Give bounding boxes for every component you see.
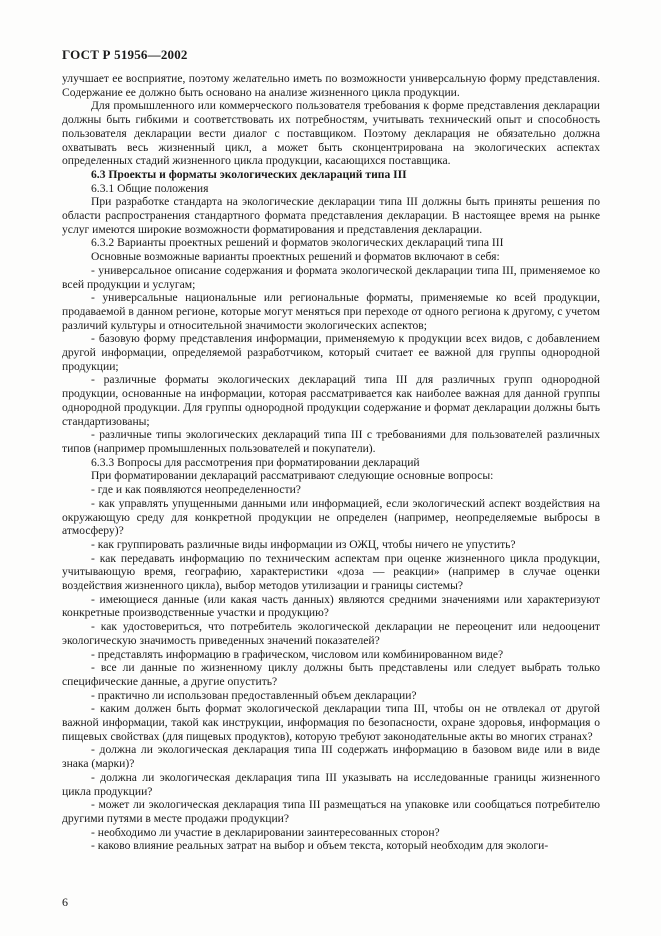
list-item: - базовую форму представления информации, применяемую к продукции всех видов, с добавлением другой информации, определяемой разработчиком, который считает ее важной для группы однородной продукции;: [62, 332, 600, 373]
list-item: - может ли экологическая декларация типа III размещаться на упаковке или сообщаться потребителю другими путями в месте продажи продукции?: [62, 798, 600, 825]
list-item: - различные типы экологических деклараций типа III с требованиями для пользователей различных типов (например промышленных пользователей и покупатели).: [62, 428, 600, 455]
list-item: - должна ли экологическая декларация типа III содержать информацию в базовом виде или в виде знака (марки)?: [62, 743, 600, 771]
subsection-heading: 6.3.3 Вопросы для рассмотрения при форматировании деклараций: [91, 455, 420, 469]
paragraph: улучшает ее восприятие, поэтому желательно иметь по возможности универсальную форму представления. Содержание ее должно быть основано на анализе жизненного цикла продукции.: [62, 72, 600, 99]
paragraph: Для промышленного или коммерческого пользователя требования к форме представления декларации должны быть гибкими и соответствовать их потребностям, учитывать технический опыт и способность пользователя декларации вести диалог с поставщиком. Поэтому декларация не обязательно должна охватывать весь жизненный цикл, а может быть сконцентрирована на экологических аспектах определенных стадий жизненного цикла продукции, касающихся поставщика.: [62, 99, 600, 168]
list-item: - каким должен быть формат экологической декларации типа III, чтобы он не отвлекал от другой важной информации, такой как инструкции, информация по безопасности, охране здоровья, информация о пищевых свойствах (для пищевых продуктов), которую требуют законодательные акты во многих странах?: [62, 702, 600, 743]
document-body: [62, 72, 600, 853]
paragraph: Основные возможные варианты проектных решений и форматов включают в себя:: [91, 250, 500, 264]
paragraph: При разработке стандарта на экологические декларации типа III должны быть приняты решения по области распространения стандартного формата представления декларации. В настоящее время на рынке услуг имеются широкие возможности форматирования и представления декларации.: [62, 195, 600, 236]
list-item: - как передавать информацию по техническим аспектам при оценке жизненного цикла продукции, учитывающую время, географию, характеристики «доза — реакции» (например в случае оценки воздействия жизненного цикла), выбор методов утилизации и границы системы?: [62, 551, 600, 593]
list-item: - как удостовериться, что потребитель экологической декларации не переоценит или недооценит экологическую значимость приведенных значений показателей?: [62, 620, 600, 647]
list-item: - где и как появляются неопределенности?: [91, 483, 301, 497]
list-item: - универсальные национальные или региональные форматы, применяемые ко всей продукции, продаваемой в данном регионе, которые могут меняться при переходе от одного региона к другому, с учетом различий культуры и относительной значимости экологических аспектов;: [62, 291, 600, 332]
page-number: 6: [62, 895, 68, 909]
subsection-heading: 6.3.2 Варианты проектных решений и форматов экологических деклараций типа III: [91, 236, 504, 250]
list-item: - как группировать различные виды информации из ОЖЦ, чтобы ничего не упустить?: [91, 537, 516, 551]
list-item: - представлять информацию в графическом, числовом или комбинированном виде?: [91, 647, 504, 661]
section-heading: 6.3 Проекты и форматы экологических деклараций типа III: [91, 167, 407, 181]
list-item: - практично ли использован предоставленный объем декларации?: [91, 688, 417, 702]
subsection-heading: 6.3.1 Общие положения: [91, 181, 209, 195]
list-item: - имеющиеся данные (или какая часть данных) являются средними значениями или характеризуют конкретные производственные участки и продукцию?: [62, 592, 600, 620]
list-item: - должна ли экологическая декларация типа III указывать на исследованные границы жизненного цикла продукции?: [62, 770, 600, 798]
list-item: - необходимо ли участие в декларировании заинтересованных сторон?: [91, 825, 440, 839]
paragraph: При форматировании деклараций рассматривают следующие основные вопросы:: [91, 469, 494, 483]
list-item: - все ли данные по жизненному циклу должны быть представлены или следует выбрать только специфические данные, а другие опустить?: [62, 661, 600, 688]
list-item: - каково влияние реальных затрат на выбор и объем текста, который необходим для экологи-: [91, 839, 549, 853]
list-item: - как управлять упущенными данными или информацией, если экологический аспект воздействия на окружающую среду для конкретной продукции не определен (например, неопределяемые выбросы в атмосферу)?: [62, 496, 600, 538]
list-item: - универсальное описание содержания и формата экологической декларации типа III, применяемое ко всей продукции и услугам;: [62, 263, 600, 291]
document-header: ГОСТ Р 51956—2002: [62, 47, 188, 62]
list-item: - различные форматы экологических деклараций типа III для различных групп однородной продукции, основанные на информации, которая рассматривается как наиболее важная для данной группы однородной продукции. Для группы однородной продукции содержание и формат декларации должны быть стандартизованы;: [62, 373, 600, 428]
